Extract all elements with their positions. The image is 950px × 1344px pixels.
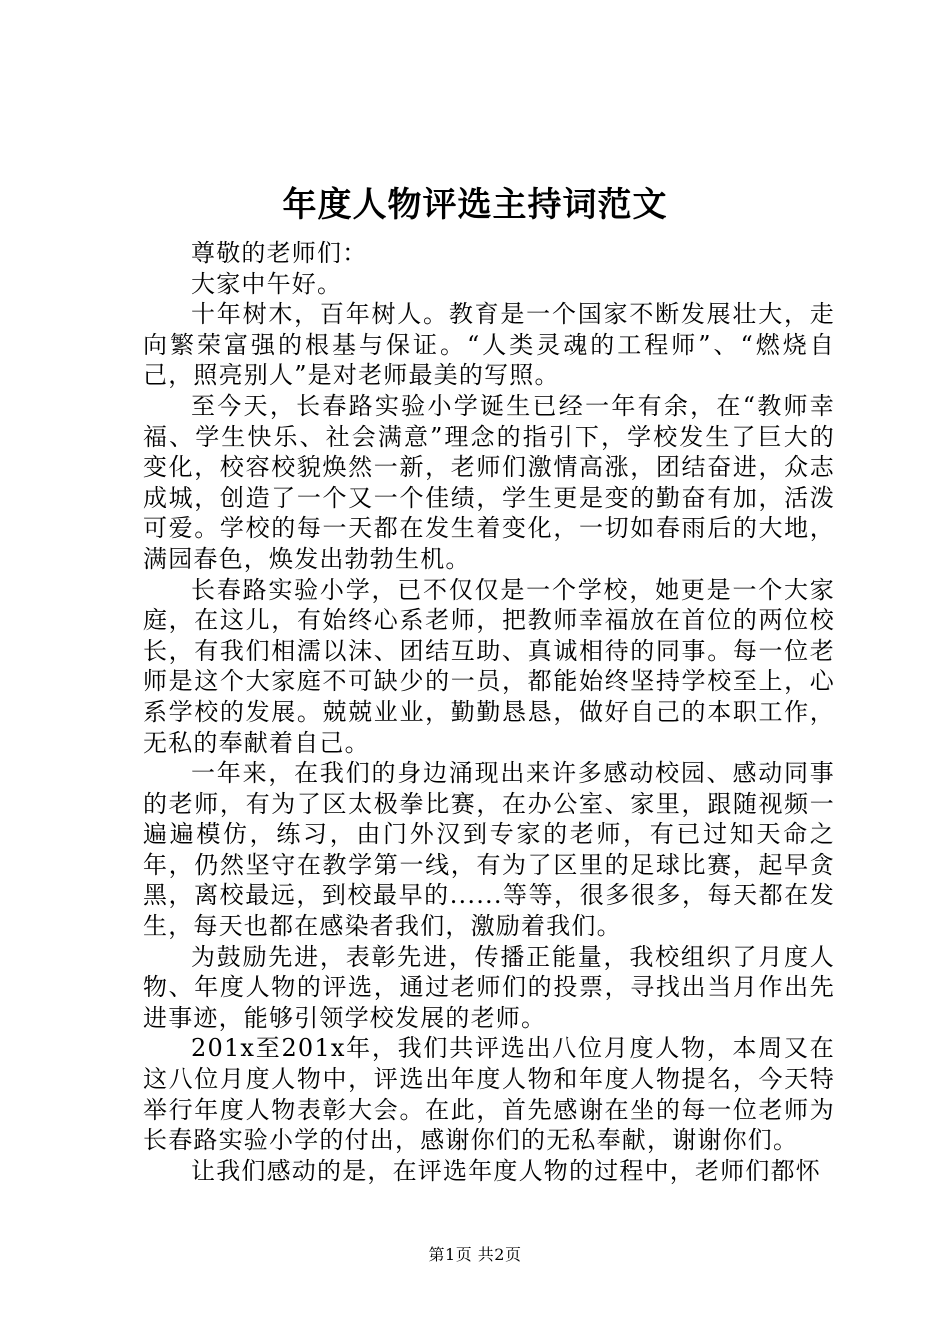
paragraph: 201x至201x年，我们共评选出八位月度人物，本周又在这八位月度人物中，评选出年度人物和年度人物提名，今天特举行年度人物表彰大会。在此，首先感谢在坐的每一位老师为长春路实验小学的付出，感谢你们的无私奉献，谢谢你们。 bbox=[143, 1034, 835, 1155]
paragraph: 一年来，在我们的身边涌现出来许多感动校园、感动同事的老师，有为了区太极拳比赛，在办公室、家里，跟随视频一遍遍模仿，练习，由门外汉到专家的老师，有已过知天命之年，仍然坚守在教学第一线，有为了区里的足球比赛，起早贪黑，离校最远，到校最早的......等等，很多很多，每天都在发生，每天也都在感染者我们，激励着我们。 bbox=[143, 759, 835, 941]
document-body bbox=[143, 238, 835, 1186]
paragraph: 至今天，长春路实验小学诞生已经一年有余，在“教师幸福、学生快乐、社会满意”理念的指引下，学校发生了巨大的变化，校容校貌焕然一新，老师们激情高涨，团结奋进，众志成城，创造了一个又一个佳绩，学生更是变的勤奋有加，活泼可爱。学校的每一天都在发生着变化，一切如春雨后的大地，满园春色，焕发出勃勃生机。 bbox=[143, 391, 835, 573]
salutation: 尊敬的老师们： bbox=[191, 239, 368, 267]
greeting: 大家中午好。 bbox=[191, 269, 343, 298]
paragraph: 十年树木，百年树人。教育是一个国家不断发展壮大，走向繁荣富强的根基与保证。“人类灵魂的工程师”、“燃烧自己，照亮别人”是对老师最美的写照。 bbox=[143, 300, 835, 390]
paragraph: 长春路实验小学，已不仅仅是一个学校，她更是一个大家庭，在这儿，有始终心系老师，把教师幸福放在首位的两位校长，有我们相濡以沫、团结互助、真诚相待的同事。每一位老师是这个大家庭不可缺少的一员，都能始终坚持学校至上，心系学校的发展。兢兢业业，勤勤恳恳，做好自己的本职工作，无私的奉献着自己。 bbox=[143, 575, 835, 757]
paragraph: 让我们感动的是，在评选年度人物的过程中，老师们都怀 bbox=[191, 1156, 821, 1185]
page-footer: 第1页 共2页 bbox=[428, 1245, 522, 1264]
paragraph: 为鼓励先进，表彰先进，传播正能量，我校组织了月度人物、年度人物的评选，通过老师们的投票，寻找出当月作出先进事迹，能够引领学校发展的老师。 bbox=[143, 942, 835, 1032]
document-title: 年度人物评选主持词范文 bbox=[282, 185, 668, 225]
